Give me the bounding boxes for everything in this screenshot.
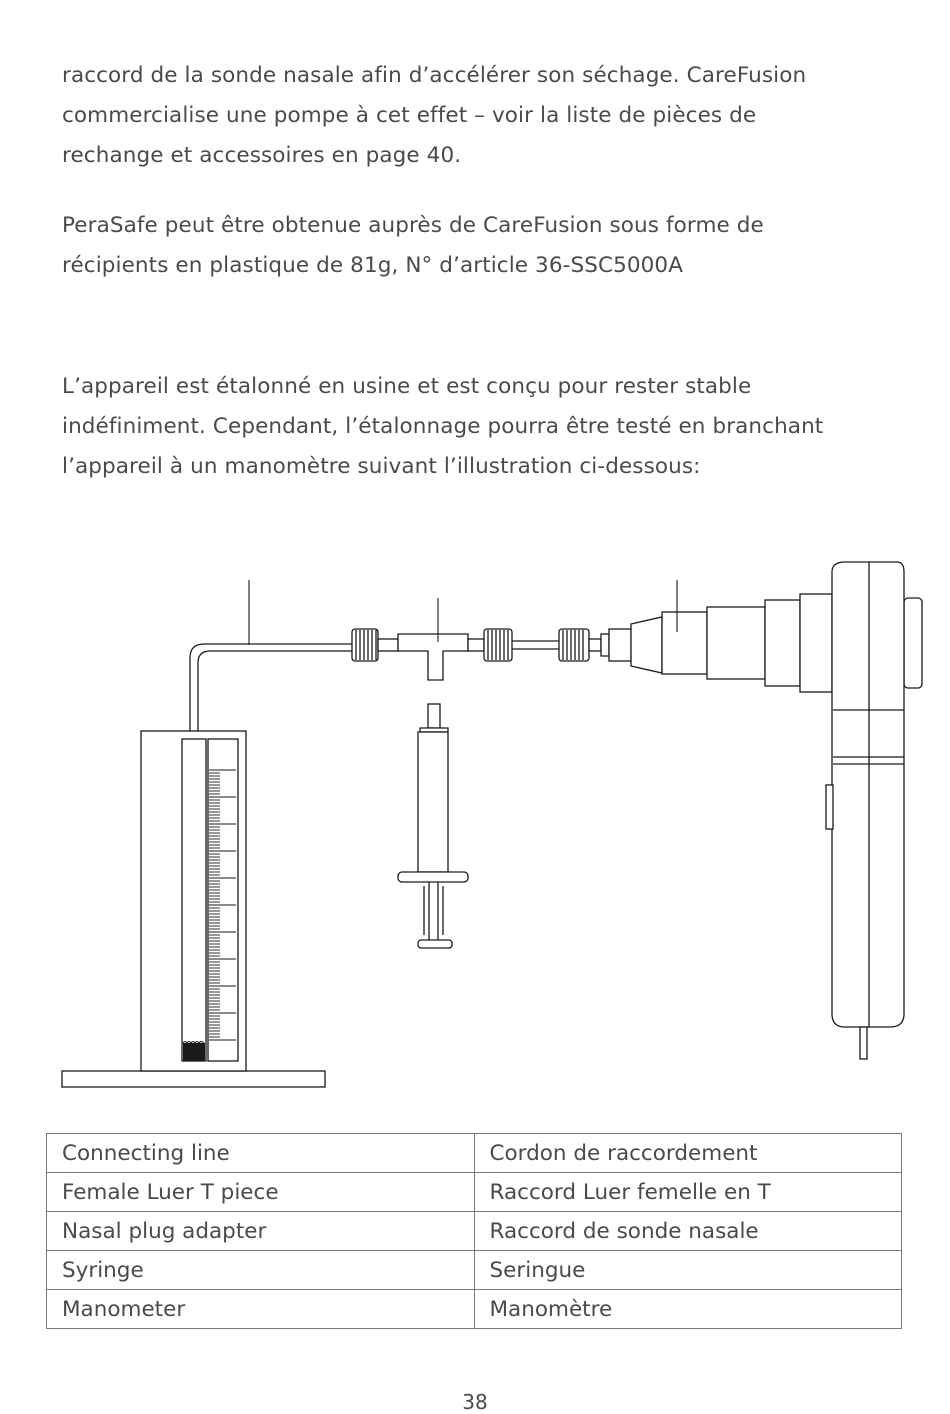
nasal-plug-adapter-illustration	[631, 580, 765, 679]
table-cell: Manomètre	[474, 1290, 902, 1329]
table-cell: Syringe	[47, 1251, 475, 1290]
device-illustration	[765, 562, 922, 1059]
text-line: commercialise une pompe à cet effet – voir la liste de pièces de	[62, 103, 757, 128]
text-line: L’appareil est étalonné en usine et est conçu pour rester stable	[62, 374, 752, 399]
paragraph-drying	[62, 56, 922, 176]
text-line: l’appareil à un manomètre suivant l’illustration ci-dessous:	[62, 454, 701, 479]
page-number: 38	[462, 1390, 488, 1414]
table-row	[47, 1290, 902, 1329]
text-line: récipients en plastique de 81g, N° d’article 36-SSC5000A	[62, 253, 684, 278]
table-row	[47, 1212, 902, 1251]
table-cell: Raccord Luer femelle en T	[474, 1173, 902, 1212]
luer-fitting-adapter	[559, 629, 631, 661]
legend-table	[46, 1133, 902, 1329]
table-cell: Seringue	[474, 1251, 902, 1290]
table-cell: Raccord de sonde nasale	[474, 1212, 902, 1251]
table-row	[47, 1251, 902, 1290]
text-line: indéfiniment. Cependant, l’étalonnage pourra être testé en branchant	[62, 414, 824, 439]
manometer-illustration	[62, 731, 325, 1087]
text-line: PeraSafe peut être obtenue auprès de CareFusion sous forme de	[62, 213, 764, 238]
syringe-illustration	[398, 704, 468, 948]
t-piece-illustration	[398, 598, 484, 680]
table-row	[47, 1134, 902, 1173]
table-cell: Female Luer T piece	[47, 1173, 475, 1212]
paragraph-perasafe	[62, 206, 922, 286]
luer-fitting-right	[484, 629, 559, 661]
text-line: rechange et accessoires en page 40.	[62, 143, 462, 168]
paragraph-calibration	[62, 367, 922, 487]
table-cell: Manometer	[47, 1290, 475, 1329]
text-line: raccord de la sonde nasale afin d’accélérer son séchage. CareFusion	[62, 63, 807, 88]
connecting-line-illustration	[190, 580, 352, 731]
table-cell: Cordon de raccordement	[474, 1134, 902, 1173]
table-row	[47, 1173, 902, 1212]
table-cell: Connecting line	[47, 1134, 475, 1173]
table-cell: Nasal plug adapter	[47, 1212, 475, 1251]
luer-fitting-left	[352, 629, 398, 661]
calibration-setup-illustration	[0, 560, 950, 1100]
